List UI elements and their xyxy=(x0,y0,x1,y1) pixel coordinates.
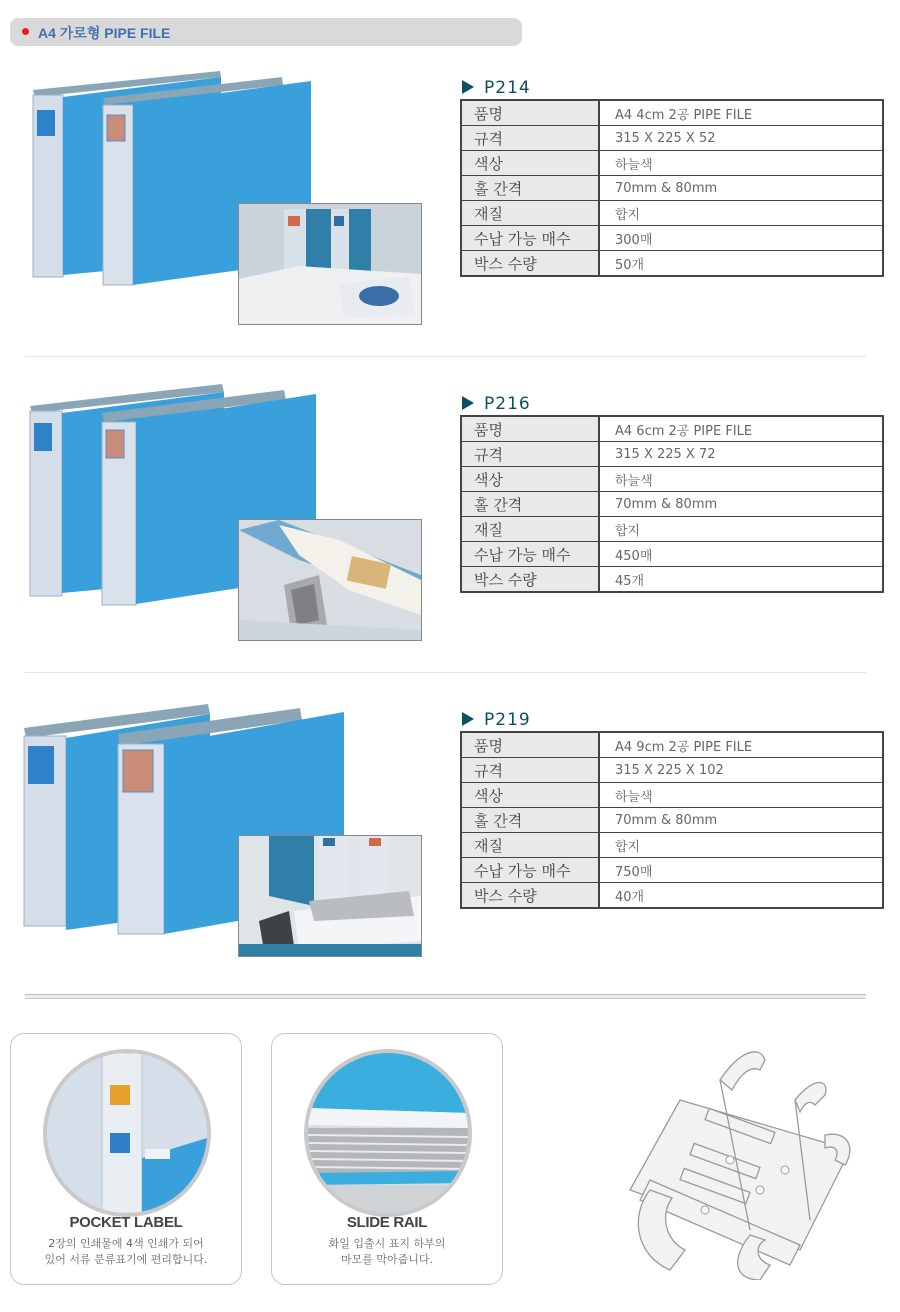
spec-value: 315 X 225 X 52 xyxy=(599,126,883,151)
spec-value: 450매 xyxy=(599,542,883,567)
feature-desc-line: 있어 서류 분류표기에 편리합니다. xyxy=(44,1253,208,1266)
spec-key: 재질 xyxy=(461,517,599,542)
table-row xyxy=(461,783,883,808)
feature-desc-line: 마모를 막아줍니다. xyxy=(340,1253,433,1266)
spec-key: 재질 xyxy=(461,201,599,226)
feature-description xyxy=(272,1236,502,1268)
spec-key: 수납 가능 매수 xyxy=(461,226,599,251)
table-row xyxy=(461,226,883,251)
spec-value: 40개 xyxy=(599,883,883,909)
slide-rail-photo xyxy=(304,1049,472,1217)
table-row xyxy=(461,126,883,151)
spec-key: 색상 xyxy=(461,151,599,176)
table-row xyxy=(461,517,883,542)
table-row xyxy=(461,758,883,783)
section-title: A4 가로형 PIPE FILE xyxy=(38,25,171,41)
feature-card-pocket-label xyxy=(10,1033,242,1285)
spec-value: 합지 xyxy=(599,201,883,226)
table-row xyxy=(461,251,883,277)
table-row xyxy=(461,567,883,593)
spec-key: 규격 xyxy=(461,758,599,783)
spec-key: 홀 간격 xyxy=(461,176,599,201)
spec-value: 50개 xyxy=(599,251,883,277)
binder-inset-photo xyxy=(238,519,422,641)
spec-key: 규격 xyxy=(461,442,599,467)
table-row xyxy=(461,542,883,567)
table-row xyxy=(461,467,883,492)
spec-value: 750매 xyxy=(599,858,883,883)
table-row xyxy=(461,416,883,442)
spec-value: 315 X 225 X 72 xyxy=(599,442,883,467)
table-row xyxy=(461,492,883,517)
spec-key: 재질 xyxy=(461,833,599,858)
table-row xyxy=(461,732,883,758)
spec-key: 박스 수량 xyxy=(461,883,599,909)
spec-value: 70mm & 80mm xyxy=(599,176,883,201)
spec-value: A4 6cm 2공 PIPE FILE xyxy=(599,416,883,442)
play-triangle-icon xyxy=(462,396,474,410)
spec-key: 색상 xyxy=(461,467,599,492)
section-header xyxy=(10,18,522,46)
spec-key: 홀 간격 xyxy=(461,492,599,517)
spec-key: 수납 가능 매수 xyxy=(461,542,599,567)
model-label xyxy=(462,710,531,730)
spec-value: 하늘색 xyxy=(599,151,883,176)
spec-table xyxy=(460,415,884,593)
section-divider xyxy=(25,994,866,999)
table-row xyxy=(461,858,883,883)
spec-value: A4 9cm 2공 PIPE FILE xyxy=(599,732,883,758)
spec-key: 품명 xyxy=(461,732,599,758)
table-row xyxy=(461,201,883,226)
pipe-mechanism-illustration xyxy=(610,1040,860,1280)
table-row xyxy=(461,100,883,126)
play-triangle-icon xyxy=(462,80,474,94)
spec-key: 색상 xyxy=(461,783,599,808)
spec-value: 300매 xyxy=(599,226,883,251)
spec-value: 합지 xyxy=(599,833,883,858)
spec-key: 규격 xyxy=(461,126,599,151)
model-label xyxy=(462,394,531,414)
binder-inset-photo xyxy=(238,835,422,957)
spec-key: 품명 xyxy=(461,416,599,442)
spec-value: 45개 xyxy=(599,567,883,593)
spec-key: 박스 수량 xyxy=(461,567,599,593)
binder-inset-photo xyxy=(238,203,422,325)
divider xyxy=(25,356,866,357)
spec-key: 박스 수량 xyxy=(461,251,599,277)
spec-table xyxy=(460,731,884,909)
feature-description xyxy=(11,1236,241,1268)
feature-title: POCKET LABEL xyxy=(69,1214,183,1231)
feature-card-slide-rail xyxy=(271,1033,503,1285)
model-label xyxy=(462,78,531,98)
table-row xyxy=(461,808,883,833)
spec-value: 합지 xyxy=(599,517,883,542)
table-row xyxy=(461,442,883,467)
spec-key: 수납 가능 매수 xyxy=(461,858,599,883)
spec-value: 70mm & 80mm xyxy=(599,808,883,833)
spec-value: 70mm & 80mm xyxy=(599,492,883,517)
bullet-dot-icon xyxy=(22,28,29,35)
divider xyxy=(25,672,866,673)
spec-key: 품명 xyxy=(461,100,599,126)
feature-desc-line: 화일 입출시 표지 하부의 xyxy=(328,1237,446,1250)
feature-desc-line: 2장의 인쇄물에 4색 인쇄가 되어 xyxy=(48,1237,204,1250)
spec-table xyxy=(460,99,884,277)
feature-title: SLIDE RAIL xyxy=(346,1214,428,1231)
table-row xyxy=(461,883,883,909)
play-triangle-icon xyxy=(462,712,474,726)
spec-value: A4 4cm 2공 PIPE FILE xyxy=(599,100,883,126)
spec-value: 315 X 225 X 102 xyxy=(599,758,883,783)
table-row xyxy=(461,176,883,201)
pocket-label-photo xyxy=(43,1049,211,1217)
model-number: P216 xyxy=(484,394,531,414)
spec-value: 하늘색 xyxy=(599,783,883,808)
spec-value: 하늘색 xyxy=(599,467,883,492)
model-number: P214 xyxy=(484,78,531,98)
model-number: P219 xyxy=(484,710,531,730)
table-row xyxy=(461,151,883,176)
spec-key: 홀 간격 xyxy=(461,808,599,833)
table-row xyxy=(461,833,883,858)
